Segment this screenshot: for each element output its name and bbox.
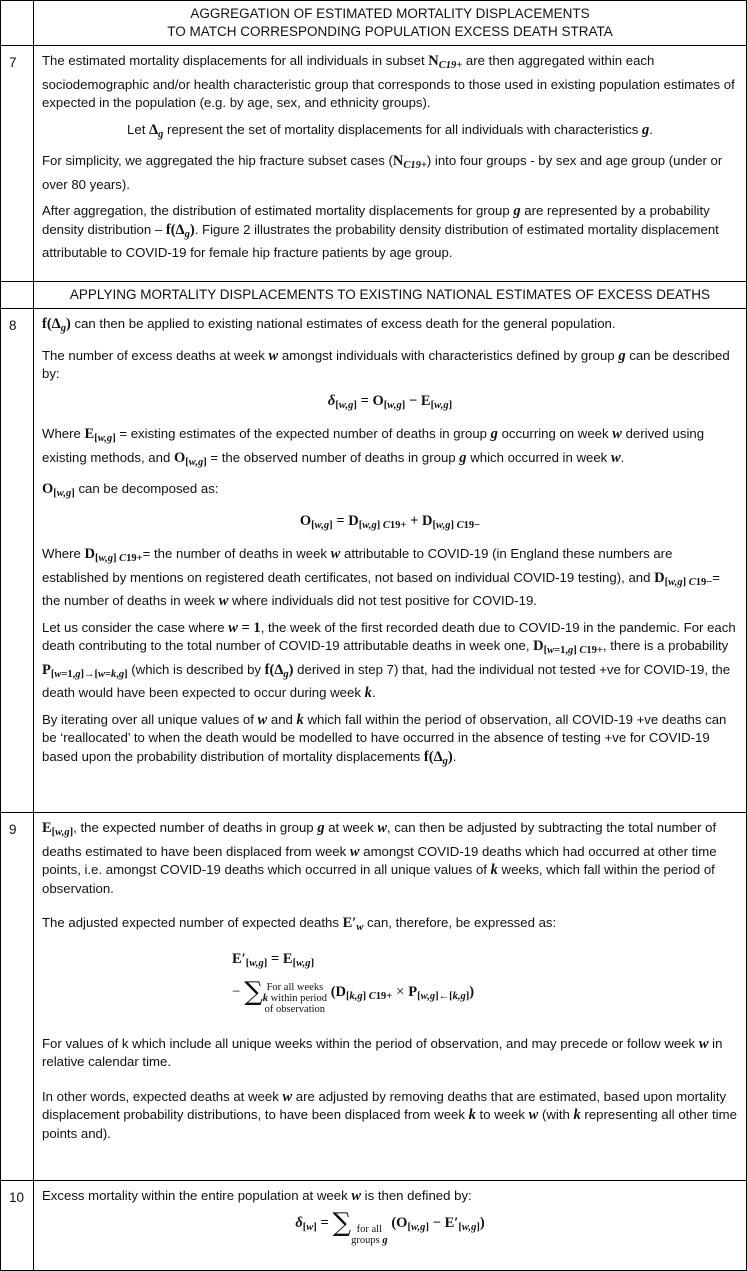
step-number: 9: [1, 813, 34, 1181]
paragraph: In other words, expected deaths at week w are adjusted by removing deaths that are estimated, based upon mortality displacement probability distributions, to have been displaced from week k to week w (with k representing all other time points and).: [42, 1088, 737, 1141]
paragraph: $f(\Delta_g)$ can then be applied to existing national estimates of excess death for the general population.: [42, 316, 616, 334]
equation-excess-deaths: $\delta_{[w,g]} = O_{[w,g]} - E_{[w,g]}$: [327, 392, 453, 411]
equation-observed-decomposition: $O_{[w,g]} = D_{[w,g] C19+} + D_{[w,g] C19-}$: [299, 512, 481, 531]
step-row-10: [1, 1181, 747, 1271]
step-row-8: [1, 309, 747, 813]
section-header-row: [1, 1, 747, 46]
step-row-9: [1, 813, 747, 1181]
paragraph: By iterating over all unique values of w and k which fall within the period of observation, all COVID-19 +ve deaths can be ‘reallocated’ to when the death would be modelled to have occurred in the absence of testing +ve for COVID-19 based upon the probability distribution of mortality displacements $f(\Delta_g)$.: [42, 711, 727, 767]
section-header-applying: APPLYING MORTALITY DISPLACEMENTS TO EXISTING NATIONAL ESTIMATES OF EXCESS DEATHS: [34, 282, 747, 309]
paragraph: For simplicity, we aggregated the hip fracture subset cases $(N_{C19+})$ into four groups - by sex and age group (under or over 80 years).: [42, 153, 723, 192]
header-line: AGGREGATION OF ESTIMATED MORTALITY DISPLACEMENTS: [190, 6, 590, 21]
step-content: [34, 309, 747, 813]
step-number: 7: [1, 46, 34, 282]
step-number: 8: [1, 309, 34, 813]
paragraph: Excess mortality within the entire population at week w is then defined by:: [42, 1188, 472, 1204]
paragraph: The adjusted expected number of expected deaths $E'_w$ can, therefore, be expressed as:: [42, 915, 557, 933]
step-content: [34, 813, 747, 1181]
equation-total-excess: $\delta_{[w]}$ = ∑ for all groups g $(O_{[w,g]} - E'_{[w,g]})$: [295, 1207, 485, 1246]
paragraph: Where $D_{[w,g] C19+}=$ the number of deaths in week w attributable to COVID-19 (in England these numbers are established by mentions on registered death certificates, not based on individual COVID-19 testing), and $D_{[w,g] C19-}=$ the number of deaths in week w where individuals did not test positive for COVID-19.: [42, 546, 720, 609]
step-number: 10: [1, 1181, 34, 1271]
section-header-row: [1, 282, 747, 309]
step-content: [34, 46, 747, 282]
paragraph: Let $\Delta_g$ represent the set of mortality displacements for all individuals with characteristics g.: [127, 121, 653, 140]
paragraph: $E_{[w,g]}$, the expected number of deaths in group g at week w, can then be adjusted by subtracting the total number of deaths estimated to have been displaced from week w amongst COVID-19 deaths which had occurred at other time points, i.e. amongst COVID-19 deaths which occurred in all unique values of k weeks, which fall within the period of observation.: [42, 820, 717, 896]
paragraph: $O_{[w,g]}$ can be decomposed as:: [42, 481, 219, 499]
paragraph: After aggregation, the distribution of estimated mortality displacements for group g are represented by a probability density distribution – $f(\Delta_g)$. Figure 2 illustrates the probability density distribution of estimated mortality displacement attributable to COVID-19 for female hip fracture patients by age group.: [42, 203, 719, 260]
step-row-7: [1, 46, 747, 282]
step-content: [34, 1181, 747, 1271]
section-header-aggregation: [34, 1, 747, 46]
equation-adjusted-expected: $E'_{[w,g]} = E_{[w,g]}$ − ∑ For all weeks k within period of observation $(D_{[k,g] C19+} \times P_{[w,g]\leftarrow[k,g]})$: [232, 950, 475, 1015]
paragraph: Where $E_{[w,g]}$ = existing estimates of the expected number of deaths in group g occurring on week w derived using existing methods, and $O_{[w,g]}$ = the observed number of deaths in group g which occurred in week w.: [42, 426, 705, 468]
paragraph: For values of k which include all unique weeks within the period of observation, and may precede or follow week w in relative calendar time.: [42, 1035, 723, 1069]
header-line: TO MATCH CORRESPONDING POPULATION EXCESS DEATH STRATA: [167, 24, 613, 39]
paragraph: Let us consider the case where w = 1, the week of the first recorded death due to COVID-19 in the pandemic. For each death contributing to the total number of COVID-19 attributable deaths in week one, $D_{[w=1,g] C19+}$, there is a probability $P_{[w=1,g]\to[w=k,g]}$ (which is described by $f(\Delta_g)$ derived in step 7) that, had the individual not tested +ve for COVID-19, the death would have been expected to occur during week k.: [42, 619, 736, 701]
paragraph: The estimated mortality displacements for all individuals in subset $N_{C19+}$ are then aggregated within each sociodemographic and/or health characteristic group that corresponds to those used in existing population estimates of expected in the population (e.g. by age, sex, and ethnicity groups).: [42, 53, 735, 110]
paragraph: The number of excess deaths at week w amongst individuals with characteristics defined by group g can be described by:: [42, 347, 730, 381]
